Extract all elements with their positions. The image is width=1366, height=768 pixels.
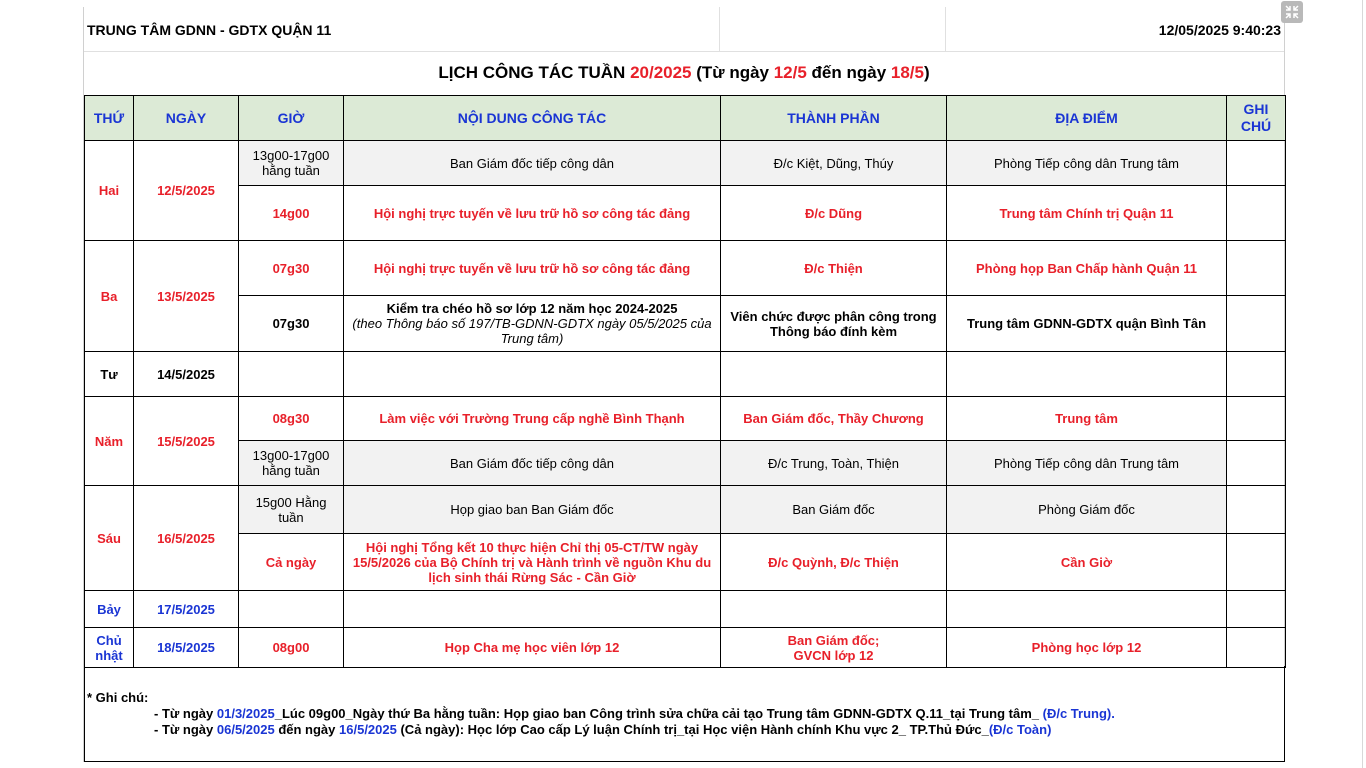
date-cell: 17/5/2025: [134, 591, 239, 628]
col-header-ngay: NGÀY: [134, 96, 239, 141]
table-row: [85, 296, 1286, 352]
date-to: 18/5: [890, 63, 924, 82]
note-cell: [1227, 534, 1286, 591]
time-cell: [239, 591, 344, 628]
time-cell: 08g00: [239, 628, 344, 668]
time-cell: 13g00-17g00 hằng tuần: [239, 441, 344, 486]
note-cell: [1227, 628, 1286, 668]
location-cell: Cần Giờ: [947, 534, 1227, 591]
time-cell: 14g00: [239, 186, 344, 241]
org-name: TRUNG TÂM GDNN - GDTX QUẬN 11: [87, 22, 332, 38]
participants-cell: Đ/c Thiện: [721, 241, 947, 296]
timestamp: 12/05/2025 9:40:23: [1158, 22, 1281, 38]
day-cell: Bảy: [85, 591, 134, 628]
col-header-thanhphan: THÀNH PHẦN: [721, 96, 947, 141]
time-cell: [239, 352, 344, 397]
schedule-table: [84, 95, 1286, 668]
col-header-diadiem: ĐỊA ĐIỂM: [947, 96, 1227, 141]
participants-cell: [721, 352, 947, 397]
table-row: [85, 486, 1286, 534]
note-line: - Từ ngày 01/3/2025_Lúc 09g00_Ngày thứ Ba hằng tuần: Họp giao ban Công trình sửa chữa cải tạo Trung tâm GDNN-GDTX Q.11_tại Trung tâm_ (Đ/c Trung).: [154, 706, 1115, 721]
table-row: [85, 241, 1286, 296]
location-cell: [947, 591, 1227, 628]
day-cell: Năm: [85, 397, 134, 486]
content-cell: [344, 591, 721, 628]
date-cell: 13/5/2025: [134, 241, 239, 352]
day-cell: Ba: [85, 241, 134, 352]
table-row: [85, 141, 1286, 186]
page-title: LỊCH CÔNG TÁC TUẦN 20/2025 (Từ ngày 12/5 đến ngày 18/5): [438, 63, 930, 82]
content-cell: Họp Cha mẹ học viên lớp 12: [344, 628, 721, 668]
content-cell: Họp giao ban Ban Giám đốc: [344, 486, 721, 534]
location-cell: Phòng Giám đốc: [947, 486, 1227, 534]
location-cell: Phòng họp Ban Chấp hành Quận 11: [947, 241, 1227, 296]
note-cell: [1227, 591, 1286, 628]
participants-cell: Đ/c Kiệt, Dũng, Thúy: [721, 141, 947, 186]
col-header-noidung: NỘI DUNG CÔNG TÁC: [344, 96, 721, 141]
col-header-ghichu: GHI CHÚ: [1227, 96, 1286, 141]
content-cell: [344, 352, 721, 397]
col-header-gio: GIỜ: [239, 96, 344, 141]
note-cell: [1227, 186, 1286, 241]
location-cell: Phòng Tiếp công dân Trung tâm: [947, 141, 1227, 186]
schedule-sheet: [83, 7, 1285, 762]
note-cell: [1227, 241, 1286, 296]
date-cell: 12/5/2025: [134, 141, 239, 241]
location-cell: Trung tâm GDNN-GDTX quận Bình Tân: [947, 296, 1227, 352]
time-cell: 07g30: [239, 296, 344, 352]
note-cell: [1227, 352, 1286, 397]
note-cell: [1227, 141, 1286, 186]
content-cell: Làm việc với Trường Trung cấp nghề Bình Thạnh: [344, 397, 721, 441]
location-cell: [947, 352, 1227, 397]
content-cell: Hội nghị trực tuyến về lưu trữ hồ sơ công tác đảng: [344, 186, 721, 241]
time-cell: 15g00 Hằng tuần: [239, 486, 344, 534]
sheet-header: [84, 7, 1284, 52]
date-cell: 18/5/2025: [134, 628, 239, 668]
participants-cell: Đ/c Trung, Toàn, Thiện: [721, 441, 947, 486]
note-cell: [1227, 397, 1286, 441]
col-header-thu: THỨ: [85, 96, 134, 141]
content-note: (theo Thông báo số 197/TB-GDNN-GDTX ngày 05/5/2025 của Trung tâm): [352, 316, 712, 346]
notes-section: [84, 666, 1285, 762]
time-cell: 07g30: [239, 241, 344, 296]
table-row: [85, 397, 1286, 441]
collapse-arrows-icon[interactable]: [1281, 1, 1303, 23]
location-cell: Trung tâm: [947, 397, 1227, 441]
note-cell: [1227, 486, 1286, 534]
participants-cell: Đ/c Quỳnh, Đ/c Thiện: [721, 534, 947, 591]
content-cell: Hội nghị Tổng kết 10 thực hiện Chỉ thị 05-CT/TW ngày 15/5/2026 của Bộ Chính trị và Hành trình về nguồn Khu du lịch sinh thái Rừng Sác - Cần Giờ: [344, 534, 721, 591]
time-cell: Cả ngày: [239, 534, 344, 591]
day-cell: Hai: [85, 141, 134, 241]
participants-cell: [721, 591, 947, 628]
table-header-row: [85, 96, 1286, 141]
notes-label: * Ghi chú:: [87, 690, 149, 705]
note-cell: [1227, 296, 1286, 352]
content-cell: Kiểm tra chéo hồ sơ lớp 12 năm học 2024-2025 (theo Thông báo số 197/TB-GDNN-GDTX ngày 05/5/2025 của Trung tâm): [344, 296, 721, 352]
note-line: - Từ ngày 06/5/2025 đến ngày 16/5/2025 (Cả ngày): Học lớp Cao cấp Lý luận Chính trị_tại Học viện Hành chính Khu vực 2_ TP.Thủ Đức_(Đ/c Toàn): [154, 722, 1052, 737]
date-cell: 14/5/2025: [134, 352, 239, 397]
participants-cell: Ban Giám đốc; GVCN lớp 12: [721, 628, 947, 668]
participants-cell: Viên chức được phân công trong Thông báo đính kèm: [721, 296, 947, 352]
header-divider: [945, 7, 946, 51]
time-cell: 13g00-17g00 hằng tuần: [239, 141, 344, 186]
location-cell: Phòng học lớp 12: [947, 628, 1227, 668]
content-cell: Ban Giám đốc tiếp công dân: [344, 141, 721, 186]
location-cell: Trung tâm Chính trị Quận 11: [947, 186, 1227, 241]
note-cell: [1227, 441, 1286, 486]
table-row: [85, 352, 1286, 397]
participants-cell: Đ/c Dũng: [721, 186, 947, 241]
date-cell: 15/5/2025: [134, 397, 239, 486]
day-cell: Tư: [85, 352, 134, 397]
table-row: [85, 628, 1286, 668]
participants-cell: Ban Giám đốc, Thầy Chương: [721, 397, 947, 441]
table-row: [85, 186, 1286, 241]
time-cell: 08g30: [239, 397, 344, 441]
day-cell: Sáu: [85, 486, 134, 591]
table-row: [85, 591, 1286, 628]
location-cell: Phòng Tiếp công dân Trung tâm: [947, 441, 1227, 486]
table-row: [85, 534, 1286, 591]
window-edge: [1362, 0, 1363, 768]
table-row: [85, 441, 1286, 486]
content-cell: Ban Giám đốc tiếp công dân: [344, 441, 721, 486]
header-divider: [719, 7, 720, 51]
participants-cell: Ban Giám đốc: [721, 486, 947, 534]
content-cell: Hội nghị trực tuyến về lưu trữ hồ sơ công tác đảng: [344, 241, 721, 296]
date-from: 12/5: [773, 63, 807, 82]
day-cell: Chủ nhật: [85, 628, 134, 668]
date-cell: 16/5/2025: [134, 486, 239, 591]
week-number: 20/2025: [630, 63, 692, 82]
